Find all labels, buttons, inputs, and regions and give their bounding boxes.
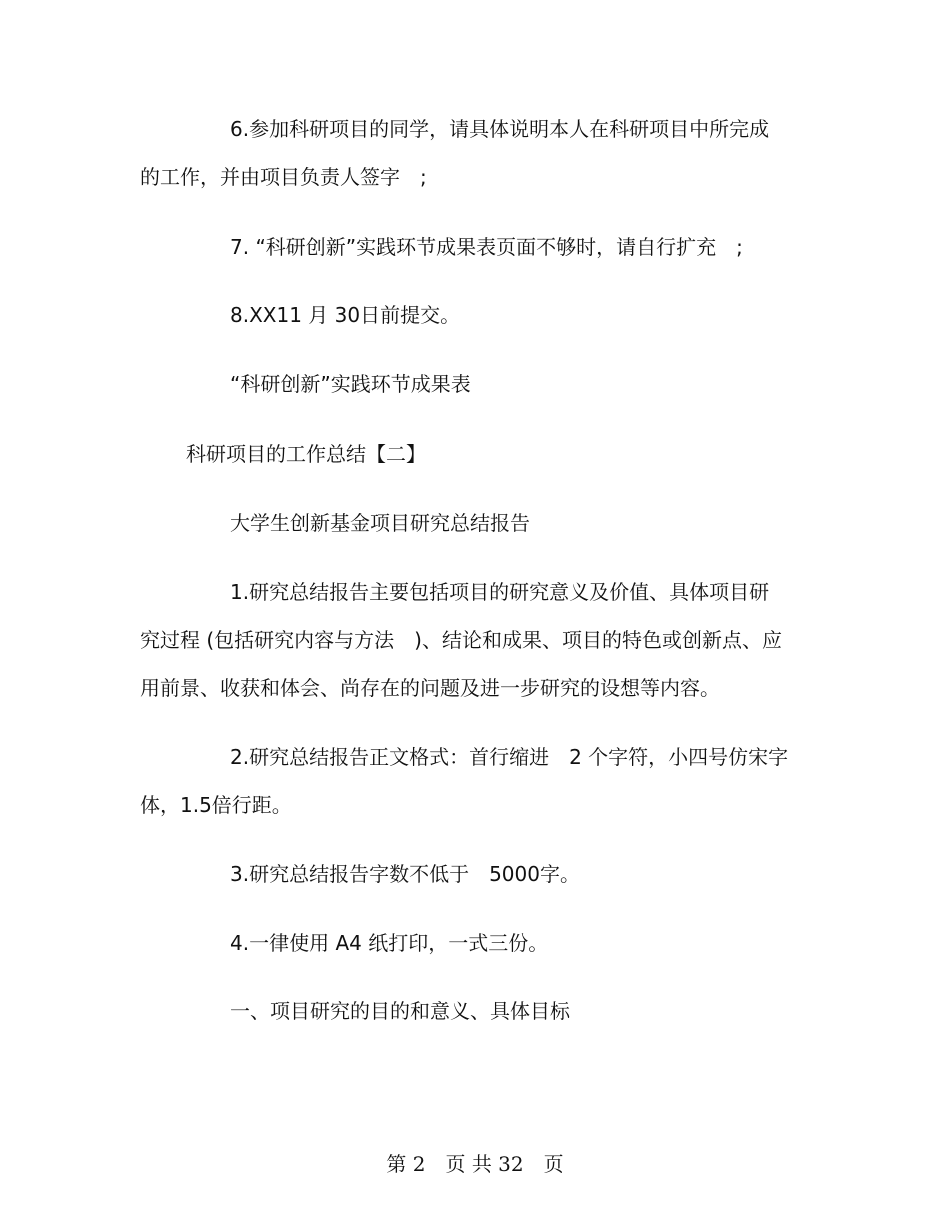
- paragraph-7: 7. “科研创新”实践环节成果表页面不够时，请自行扩充 ;: [230, 235, 743, 259]
- results-table-title: “科研创新”实践环节成果表: [230, 372, 471, 396]
- section-heading: 科研项目的工作总结【二】: [186, 442, 426, 466]
- paragraph-6-line-2: 的工作，并由项目负责人签字 ;: [140, 165, 427, 189]
- item-1-line-1: 1.研究总结报告主要包括项目的研究意义及价值、具体项目研: [230, 580, 770, 604]
- item-2-line-2: 体，1.5倍行距。: [140, 793, 292, 817]
- subsection-heading: 一、项目研究的目的和意义、具体目标: [230, 999, 570, 1023]
- item-4: 4.一律使用 A4 纸打印，一式三份。: [230, 931, 549, 955]
- item-2-line-1: 2.研究总结报告正文格式：首行缩进 2 个字符，小四号仿宋字: [230, 745, 789, 769]
- item-1-line-2: 究过程 (包括研究内容与方法 )、结论和成果、项目的特色或创新点、应: [140, 628, 782, 652]
- report-title: 大学生创新基金项目研究总结报告: [230, 511, 530, 535]
- paragraph-8: 8.XX11 月 30日前提交。: [230, 303, 461, 327]
- item-1-line-3: 用前景、收获和体会、尚存在的问题及进一步研究的设想等内容。: [140, 676, 720, 700]
- page-footer: 第 2 页 共 32 页: [386, 1152, 564, 1176]
- paragraph-6-line-1: 6.参加科研项目的同学，请具体说明本人在科研项目中所完成: [230, 117, 770, 141]
- item-3: 3.研究总结报告字数不低于 5000字。: [230, 862, 580, 886]
